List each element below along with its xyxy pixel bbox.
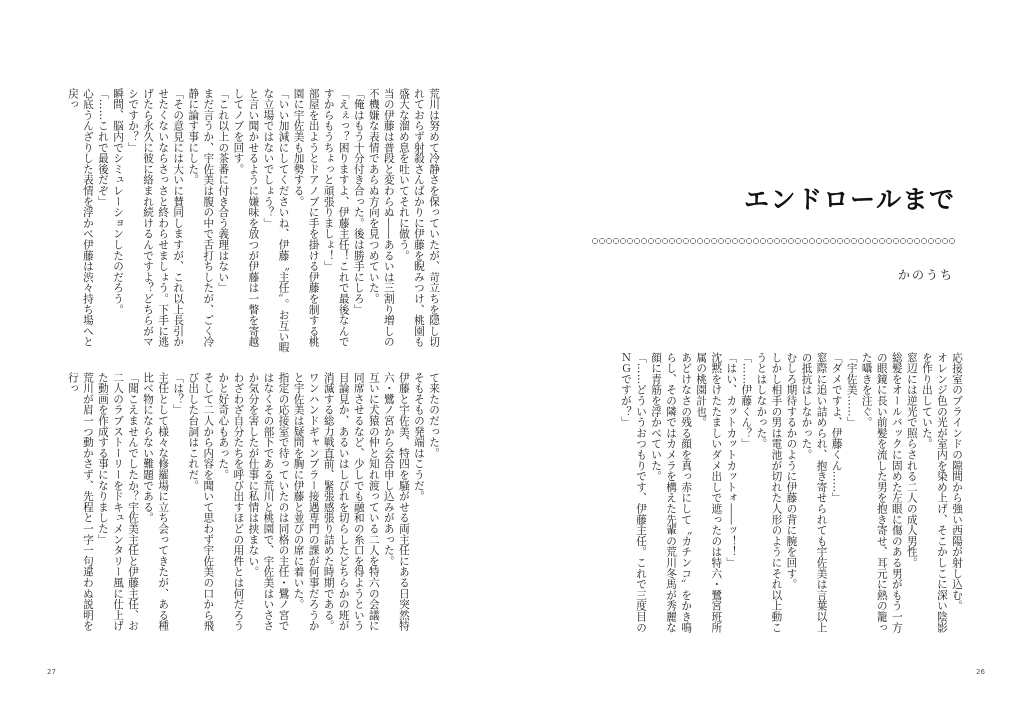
paragraph: 「俺はもう十分付き合った。後は勝手にしろ」 xyxy=(352,88,365,315)
paragraph: ワンハンドギャンブラー接遇専門の課が何事だろうかと宇佐美は疑問を胸に伊藤と並びの席に着いた。 xyxy=(292,372,320,632)
paragraph: 荒川は努めて冷静さを保っていたが、苛立ちを隠し切れておらず射殺さんばかりに伊藤を睨みつけ、桃園も盛大な溜め息を吐いてそれに倣う。 xyxy=(397,88,440,348)
paragraph: まだ言うか、宇佐美は腹の中で舌打ちしたが、ごく冷静に論す事にした。 xyxy=(187,88,215,348)
paragraph: しかし相手の男は電池が切れた人形のようにそれ以上動こうとはしなかった。 xyxy=(755,352,783,633)
paragraph: 「これ以上の茶番に付き合う義理はない」 xyxy=(217,88,230,294)
paragraph: 「聞こえませんでしたか？宇佐美主任と伊藤主任、お二人のラブストーリーをドキュメンタリー風に仕上げた動画を作成する事になりました」 xyxy=(96,372,140,632)
paragraph: 「は？」 xyxy=(172,372,185,416)
page-number: 27 xyxy=(47,668,56,676)
right-page-text xyxy=(592,352,964,633)
ornamental-divider xyxy=(591,237,956,245)
paragraph: て来たのだった。 xyxy=(428,372,440,459)
paragraph: 沈黙をけたたましいダメ出しで遮ったのは特六・鷺宮班所属の桃園計也。 xyxy=(695,352,723,633)
paragraph: 指定の応接室で待っていたのは同格の主任・鷺ノ宮ではなくその部下である荒川と桃園で、宇佐美はいささか気分を害したが仕事に私情は挟まない。 xyxy=(247,372,290,632)
paragraph: そもそもの発端はこうだ。 xyxy=(412,372,425,502)
paragraph: 荒川が眉一つ動かさず、先程と一字一句違わぬ説明を行っ xyxy=(66,372,94,632)
paragraph: 部屋を出ようとドアノブに手を掛ける伊藤を制する桃園に宇佐美も加勢する。 xyxy=(292,88,320,348)
paragraph: 瞬間、脳内でシミュレーションしたのだろう。 xyxy=(112,88,125,315)
paragraph: オレンジ色の光が室内を染め上げ、そこかしこに深い陰影を作り出していた。 xyxy=(920,352,948,633)
paragraph: 「……どういうおつもりです、伊藤主任。これで三度目のＮＧですが？」 xyxy=(619,352,648,633)
paragraph: 主任として様々な修羅場に立ち会ってきたが、ある種比べ物にならない難題である。 xyxy=(142,372,170,632)
paragraph: 「ダメですよ、伊藤くん……」 xyxy=(830,352,843,504)
paragraph: あどけなさの残る顔を真っ赤にして〝カチンコ〟をかき鳴らし、その隣ではカメラを構えた先輩の荒川冬馬が秀麗な顔に青筋を浮かべていた。 xyxy=(650,352,693,633)
paragraph: 「……伊藤くん？」 xyxy=(740,352,753,450)
left-page-bottom-text xyxy=(66,372,441,634)
paragraph: と言い聞かせるように嫌味を放つが伊藤は一瞥を寄越してノブを回す。 xyxy=(232,88,260,348)
paragraph: 「その意見には大いに賛同しますが、これ以上長引かせたくないならさっさと終わらせましょう。下手に逃げたら永久に彼に絡まれ続けるんですよ？どちらがマシですか？」 xyxy=(127,88,185,348)
page-number: 26 xyxy=(976,668,985,676)
paragraph: 「……これで最後だぞ」 xyxy=(96,88,109,207)
author-name: かのうち xyxy=(898,268,955,282)
paragraph: 窓際に追い詰められ、抱き寄せられても宇佐美は言葉以上の抵抗はしなかった。 xyxy=(800,352,828,633)
paragraph: わざわざ自分たちを呼び出すほどの用件とは何だろうかと好奇心もあった。 xyxy=(217,372,245,632)
paragraph: 伊藤と宇佐美、特四を騒がせる両主任にある日突然特六・鷺ノ宮から会合申し込みがあった。 xyxy=(382,372,410,632)
paragraph: 互いに犬猿の仲と知れ渡っている二人を特六の会議に同席させるなど、少しでも融和の糸口を得ようという目論見か、あるいはしびれを切らしたどちらかの班が消滅する総力戦直前、緊張感張り詰めた時期である。 xyxy=(322,372,380,632)
paragraph: 心底うんざりした表情を浮かべ伊藤は渋々持ち場へと戻っ xyxy=(66,88,94,348)
story-title: エンドロールまで xyxy=(744,185,956,214)
paragraph: 窓辺には逆光で照らされる二人の成人男性。 xyxy=(905,352,918,568)
right-page xyxy=(512,0,1024,718)
paragraph: 総髪をオールバックに固めた左眼に傷のある男がもう一方の眼鏡に長い前髪を流した男を抱き寄せ、耳元に熱の籠った囁きを注ぐ。 xyxy=(860,352,903,633)
left-page-top-text xyxy=(66,88,441,355)
paragraph: 「いい加減にしてくださいね、伊藤〝主任〟。お互い暇な立場ではないでしょう？」 xyxy=(262,88,290,353)
paragraph: 「えぇっ？困りますよ、伊藤主任！これで最後なんですからもうちょっと頑張りましょ！」 xyxy=(322,88,350,348)
paragraph: 「はい、カットカットカットォ――ッ！！」 xyxy=(725,352,738,568)
paragraph: 当の伊藤は普段と変わらぬ――あるいは三割り増しの不機嫌な表情であらぬ方向を見つめていた。 xyxy=(367,88,395,348)
paragraph: むしろ期待するかのように伊藤の背に腕を回す。 xyxy=(785,352,798,590)
paragraph: 応接室のブラインドの隙間から強い西陽が射し込む。 xyxy=(951,352,963,612)
paragraph: そして二人から内容を聞いて思わず宇佐美の口から飛び出した台詞はこれだ。 xyxy=(187,372,215,632)
paragraph: 「宇佐美……」 xyxy=(845,352,858,428)
